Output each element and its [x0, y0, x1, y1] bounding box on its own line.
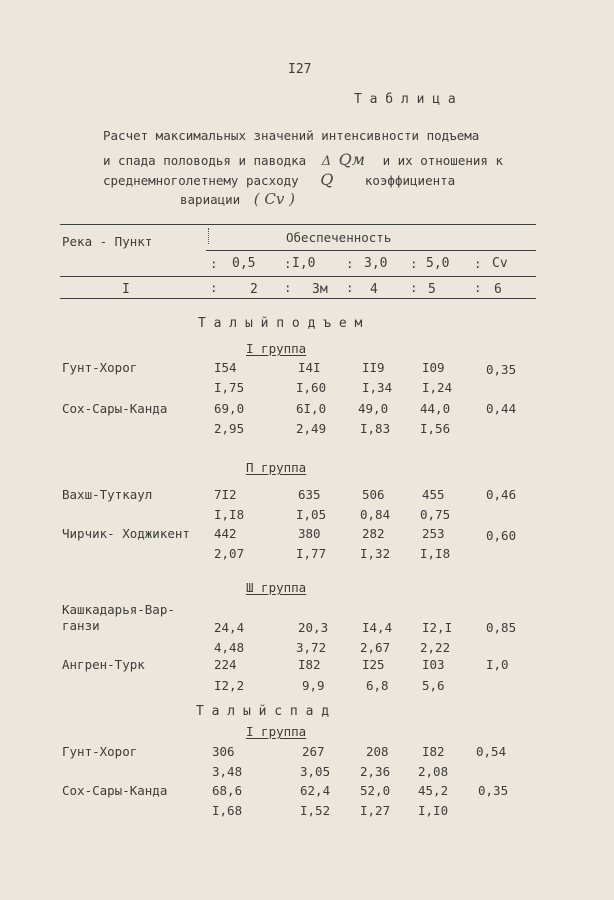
cell: 253 — [422, 526, 445, 541]
ratio-cell: I,05 — [296, 507, 327, 522]
separator: : — [284, 256, 292, 271]
cell: 267 — [302, 744, 325, 759]
header-mid-rule — [206, 250, 536, 251]
header-river-point: Река - Пункт — [62, 234, 153, 249]
header-col-3: 3,0 — [364, 256, 388, 271]
cell: I82 — [422, 744, 445, 759]
row-name: Сох-Сары-Канда — [62, 783, 168, 798]
cell: 6I,0 — [296, 401, 327, 416]
header-rule — [60, 276, 536, 277]
group-1-title: I группа — [246, 341, 307, 356]
header-num-6: 6 — [494, 282, 502, 297]
ratio-cell: 4,48 — [214, 640, 245, 655]
row-name: Вахш-Туткаул — [62, 487, 153, 502]
page-number: I27 — [288, 62, 312, 77]
cell: 224 — [214, 657, 237, 672]
cell: 506 — [362, 487, 385, 502]
ratio-cell: 3,72 — [296, 640, 327, 655]
table-label: Т а б л и ц а — [354, 92, 456, 107]
row-name: Ангрен-Турк — [62, 657, 145, 672]
cv-cell: 0,35 — [478, 783, 509, 798]
cv-cell: 0,60 — [486, 528, 517, 543]
header-num-3: 3м — [312, 282, 328, 297]
cell: I4I — [298, 360, 321, 375]
ratio-cell: I,I0 — [418, 803, 449, 818]
separator: : — [474, 256, 482, 271]
ratio-cell: 3,48 — [212, 764, 243, 779]
ratio-cell: 2,49 — [296, 421, 327, 436]
row-name: Гунт-Хорог — [62, 360, 138, 375]
cell: I03 — [422, 657, 445, 672]
cell: I54 — [214, 360, 237, 375]
cv-cell: 0,54 — [476, 744, 507, 759]
cell: 20,3 — [298, 620, 329, 635]
caption-line-3: среднемноголетнему расходу Q коэффициента — [103, 170, 456, 189]
ratio-cell: I,27 — [360, 803, 391, 818]
cell: 442 — [214, 526, 237, 541]
group-2-title: П группа — [246, 460, 307, 475]
header-separator — [208, 228, 209, 244]
ratio-cell: 0,84 — [360, 507, 391, 522]
ratio-cell: I,34 — [362, 380, 393, 395]
separator: : — [210, 256, 218, 271]
ratio-cell: I,77 — [296, 546, 327, 561]
cell: 62,4 — [300, 783, 331, 798]
ratio-cell: I,68 — [212, 803, 243, 818]
section-rise-title: Т а л ы й п о д ъ е м — [198, 316, 363, 331]
ratio-cell: I,32 — [360, 546, 391, 561]
cell: I4,4 — [362, 620, 393, 635]
separator: : — [284, 280, 292, 295]
cell: 49,0 — [358, 401, 389, 416]
cell: 455 — [422, 487, 445, 502]
ratio-cell: I,I8 — [420, 546, 451, 561]
cell: 24,4 — [214, 620, 245, 635]
cell: I25 — [362, 657, 385, 672]
table-top-rule — [60, 224, 536, 225]
ratio-cell: 5,6 — [422, 678, 445, 693]
cell: 635 — [298, 487, 321, 502]
header-num-2: 2 — [250, 282, 258, 297]
ratio-cell: 3,05 — [300, 764, 331, 779]
cv-cell: 0,46 — [486, 487, 517, 502]
ratio-cell: I,56 — [420, 421, 451, 436]
separator: : — [474, 280, 482, 295]
header-col-5: Cv — [492, 256, 508, 271]
group-4-title: I группа — [246, 724, 307, 739]
ratio-cell: 0,75 — [420, 507, 451, 522]
cell: 208 — [366, 744, 389, 759]
separator: : — [346, 256, 354, 271]
header-provision: Обеспеченность — [286, 230, 392, 245]
column-numbers-rule — [60, 298, 536, 299]
ratio-cell: I,60 — [296, 380, 327, 395]
ratio-cell: 2,67 — [360, 640, 391, 655]
header-col-1: 0,5 — [232, 256, 256, 271]
cell: 68,6 — [212, 783, 243, 798]
caption-line-1: Расчет максимальных значений интенсивности подъема — [103, 128, 480, 143]
ratio-cell: I,I8 — [214, 507, 245, 522]
ratio-cell: 2,36 — [360, 764, 391, 779]
header-num-5: 5 — [428, 282, 436, 297]
cv-cell: I,0 — [486, 657, 509, 672]
cell: I09 — [422, 360, 445, 375]
ratio-cell: 6,8 — [366, 678, 389, 693]
ratio-cell: 9,9 — [302, 678, 325, 693]
row-name-line-2: ганзи — [62, 618, 100, 633]
cell: I2,I — [422, 620, 453, 635]
cell: 282 — [362, 526, 385, 541]
ratio-cell: I,75 — [214, 380, 245, 395]
cv-cell: 0,44 — [486, 401, 517, 416]
header-col-4: 5,0 — [426, 256, 450, 271]
cv-cell: 0,35 — [486, 362, 517, 377]
cell: 44,0 — [420, 401, 451, 416]
cell: 380 — [298, 526, 321, 541]
ratio-cell: I,83 — [360, 421, 391, 436]
cell: II9 — [362, 360, 385, 375]
ratio-cell: I2,2 — [214, 678, 245, 693]
cv-cell: 0,85 — [486, 620, 517, 635]
header-col-2: I,0 — [292, 256, 316, 271]
caption-line-4: вариации ( Cv ) — [180, 190, 295, 208]
header-num-1: I — [122, 282, 130, 297]
row-name: Гунт-Хорог — [62, 744, 138, 759]
row-name: Чирчик- Ходжикент — [62, 526, 190, 541]
cell: 52,0 — [360, 783, 391, 798]
separator: : — [210, 280, 218, 295]
cell: I82 — [298, 657, 321, 672]
caption-line-2: и спада половодья и паводка Δ Qм и их отношения к — [103, 150, 503, 169]
cell: 7I2 — [214, 487, 237, 502]
group-3-title: Ш группа — [246, 580, 307, 595]
row-name: Сох-Сары-Канда — [62, 401, 168, 416]
cell: 45,2 — [418, 783, 449, 798]
cell: 69,0 — [214, 401, 245, 416]
header-num-4: 4 — [370, 282, 378, 297]
row-name-line-1: Кашкадарья-Вар- — [62, 602, 175, 617]
ratio-cell: 2,95 — [214, 421, 245, 436]
ratio-cell: I,24 — [422, 380, 453, 395]
separator: : — [410, 256, 418, 271]
ratio-cell: 2,07 — [214, 546, 245, 561]
separator: : — [346, 280, 354, 295]
ratio-cell: I,52 — [300, 803, 331, 818]
ratio-cell: 2,22 — [420, 640, 451, 655]
section-fall-title: Т а л ы й с п а д — [196, 704, 330, 719]
separator: : — [410, 280, 418, 295]
cell: 306 — [212, 744, 235, 759]
ratio-cell: 2,08 — [418, 764, 449, 779]
